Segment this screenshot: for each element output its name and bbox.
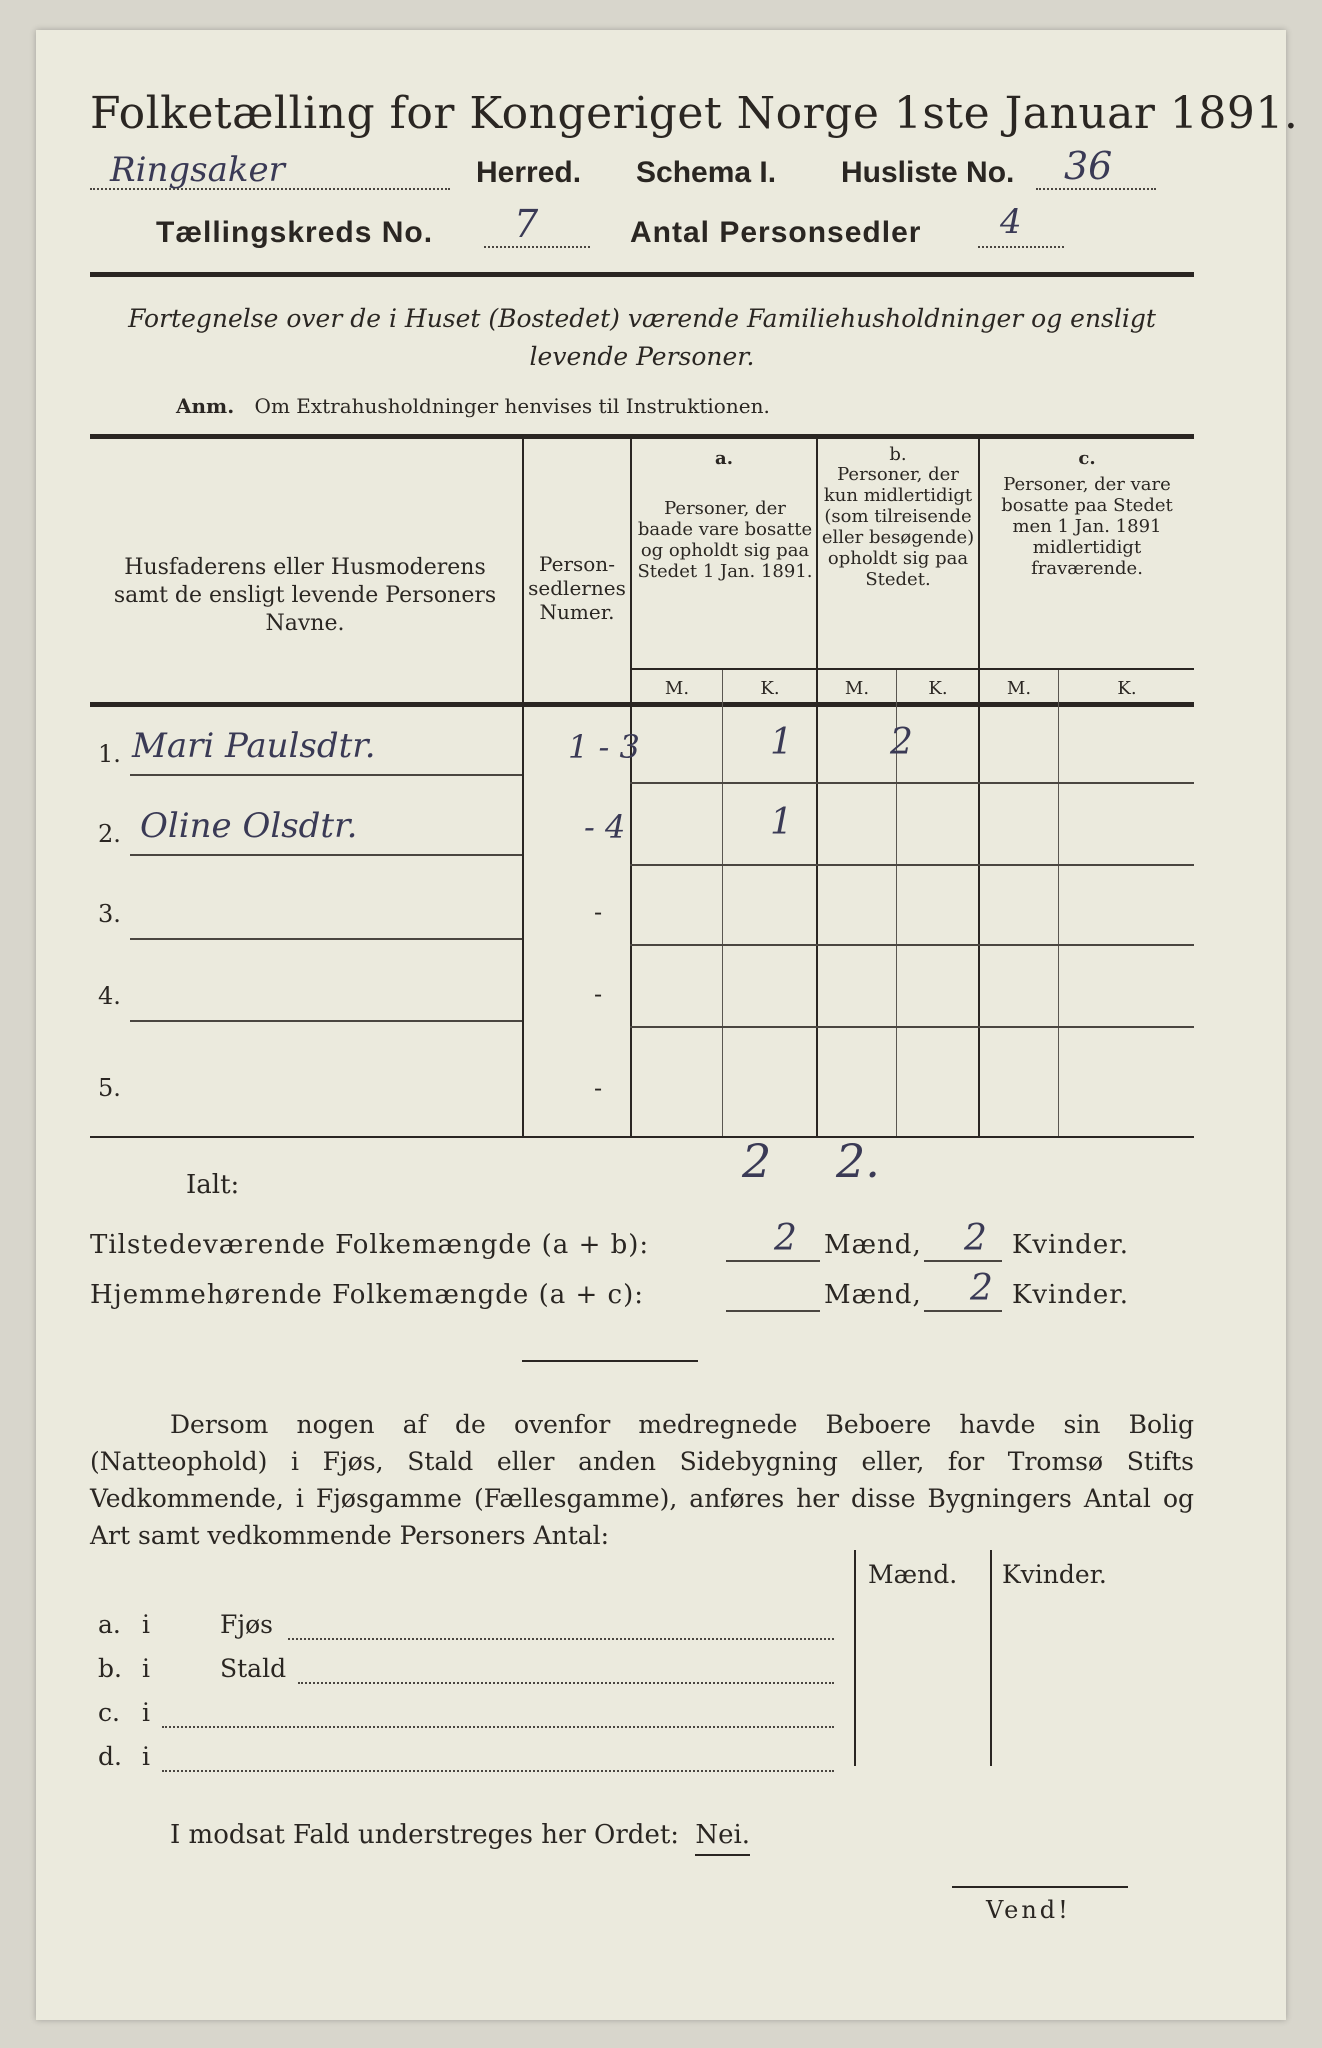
vend-text: Vend!	[986, 1896, 1071, 1924]
item-label: Stald	[220, 1654, 287, 1683]
vend-rule	[952, 1886, 1128, 1888]
row-number: 5.	[98, 1074, 121, 1102]
hjemme-row	[90, 1280, 644, 1310]
hjemme-kvinder-word: Kvinder.	[1012, 1280, 1130, 1310]
group-c-text: Personer, der vare bosatte paa Stedet men 1 Jan. 1891 midlertidigt fraværende.	[1001, 474, 1173, 579]
tilstede-kvinder: 2	[964, 1218, 987, 1259]
sedler-number: -	[594, 898, 603, 926]
item-letter: d.	[98, 1742, 122, 1771]
group-a-letter: a.	[715, 448, 733, 469]
tilstede-label: Tilstedeværende Folkemængde (a + b):	[90, 1230, 650, 1260]
row-number: 2.	[98, 820, 121, 848]
sub-a-m: M.	[664, 678, 690, 699]
sedler-number: -	[594, 1074, 603, 1102]
item-letter: c.	[98, 1698, 120, 1727]
header-rule	[90, 272, 1194, 277]
tilstede-row	[90, 1230, 649, 1260]
row-number: 1.	[98, 740, 121, 768]
item-prep: i	[142, 1742, 150, 1771]
census-form-page	[36, 30, 1299, 2020]
sidebygning-item-a	[98, 1610, 838, 1650]
sub-a-k: K.	[760, 678, 780, 699]
sedler-number: -	[594, 980, 603, 1008]
a-k-value: 1	[770, 722, 793, 763]
kreds-field	[484, 202, 594, 252]
table-row	[90, 1034, 1194, 1134]
col-name-header: Husfaderens eller Husmoderens samt de ensligt levende Personers Navne.	[113, 555, 497, 636]
sub-b-m: M.	[844, 678, 870, 699]
tilstede-kvinder-field	[924, 1218, 1002, 1262]
herred-value: Ringsaker	[110, 150, 285, 190]
sub-b-k: K.	[928, 678, 948, 699]
group-b-letter: b.	[889, 444, 907, 465]
kreds-label: Tællingskreds No.	[156, 216, 434, 249]
a-k-value: 1	[770, 802, 793, 843]
sub-c-k: K.	[1117, 678, 1137, 699]
row-number: 4.	[98, 982, 121, 1010]
item-prep: i	[142, 1698, 150, 1727]
form-title: Folketælling for Kongeriget Norge 1ste Januar 1891.	[90, 88, 1299, 139]
tilstede-kvinder-word: Kvinder.	[1012, 1230, 1130, 1260]
nei-word: Nei.	[695, 1820, 750, 1856]
item-letter: b.	[98, 1654, 122, 1683]
table-row	[90, 870, 1194, 952]
hjemme-maend-word: Mænd,	[824, 1280, 922, 1310]
table-row	[90, 706, 1194, 788]
tilstede-maend-word: Mænd,	[824, 1230, 922, 1260]
hjemme-kvinder: 2	[970, 1268, 993, 1309]
schema-label: Schema I.	[636, 156, 777, 189]
sidebygning-item-c	[98, 1698, 838, 1738]
item-letter: a.	[98, 1610, 121, 1639]
tilstede-maend: 2	[774, 1218, 797, 1259]
kreds-value: 7	[514, 202, 539, 246]
sedler-number: 1 - 3	[568, 728, 640, 766]
ialt-a-k: 2	[742, 1134, 772, 1188]
sedler-number: - 4	[584, 808, 626, 846]
husliste-value: 36	[1064, 144, 1113, 188]
herred-label: Herred.	[476, 156, 582, 189]
person-name: Mari Paulsdtr.	[132, 726, 376, 766]
table-row	[90, 788, 1194, 870]
husliste-field	[1036, 144, 1156, 194]
modsat-text: I modsat Fald understreges her Ordet:	[170, 1820, 680, 1850]
personsedler-value: 4	[1000, 202, 1022, 242]
personsedler-label: Antal Personsedler	[630, 216, 922, 249]
husliste-label: Husliste No.	[841, 156, 1015, 189]
item-prep: i	[142, 1654, 150, 1683]
modsat-line	[170, 1820, 750, 1850]
sidebygning-item-d	[98, 1742, 838, 1782]
col-kvinder: Kvinder.	[1002, 1560, 1107, 1589]
group-b-text: Personer, der kun midlertidigt (som tilreisende eller besøgende) opholdt sig paa Stedet.	[821, 464, 975, 590]
row-number: 3.	[98, 900, 121, 928]
ialt-b-m: 2.	[836, 1134, 880, 1188]
person-name: Oline Olsdtr.	[140, 806, 358, 846]
col-num-header: Person-sedlernes Numer.	[528, 552, 626, 624]
b-m-value: 2	[890, 722, 913, 763]
anm-text: Om Extrahusholdninger henvises til Instruktionen.	[254, 394, 770, 418]
herred-field	[90, 150, 460, 194]
section-divider	[522, 1360, 698, 1362]
tilstede-maend-field	[726, 1218, 820, 1262]
table-row	[90, 952, 1194, 1034]
anm-label: Anm.	[176, 394, 235, 418]
personsedler-field	[978, 202, 1066, 252]
group-c-letter: c.	[1078, 448, 1096, 469]
household-table	[90, 434, 1194, 1164]
group-a-text: Personer, der baade vare bosatte og opholdt sig paa Stedet 1 Jan. 1891.	[637, 498, 813, 582]
ialt-label: Ialt:	[186, 1170, 240, 1200]
col-maend: Mænd.	[868, 1560, 958, 1589]
sub-c-m: M.	[1006, 678, 1032, 699]
intro-text	[90, 300, 1194, 376]
intro-line-1: Fortegnelse over de i Huset (Bostedet) værende Familiehusholdninger og ensligt	[128, 304, 1156, 333]
hjemme-label: Hjemmehørende Folkemængde (a + c):	[90, 1280, 644, 1310]
hjemme-maend-field	[726, 1276, 820, 1312]
hjemme-kvinder-field	[924, 1268, 1002, 1312]
sidebygning-item-b	[98, 1654, 838, 1694]
item-prep: i	[142, 1610, 150, 1639]
sidebygning-paragraph: Dersom nogen af de ovenfor medregnede Beboere havde sin Bolig (Natteophold) i Fjøs, Stald eller anden Sidebygning eller, for Tromsø Stifts Vedkommende, i Fjøsgamme (Fællesgamme), anføres her disse Bygningers Antal og Art samt vedkommende Personers Antal:	[90, 1410, 1194, 1550]
item-label: Fjøs	[220, 1610, 273, 1639]
intro-line-2: levende Personer.	[529, 342, 755, 371]
anm-note	[176, 394, 770, 418]
